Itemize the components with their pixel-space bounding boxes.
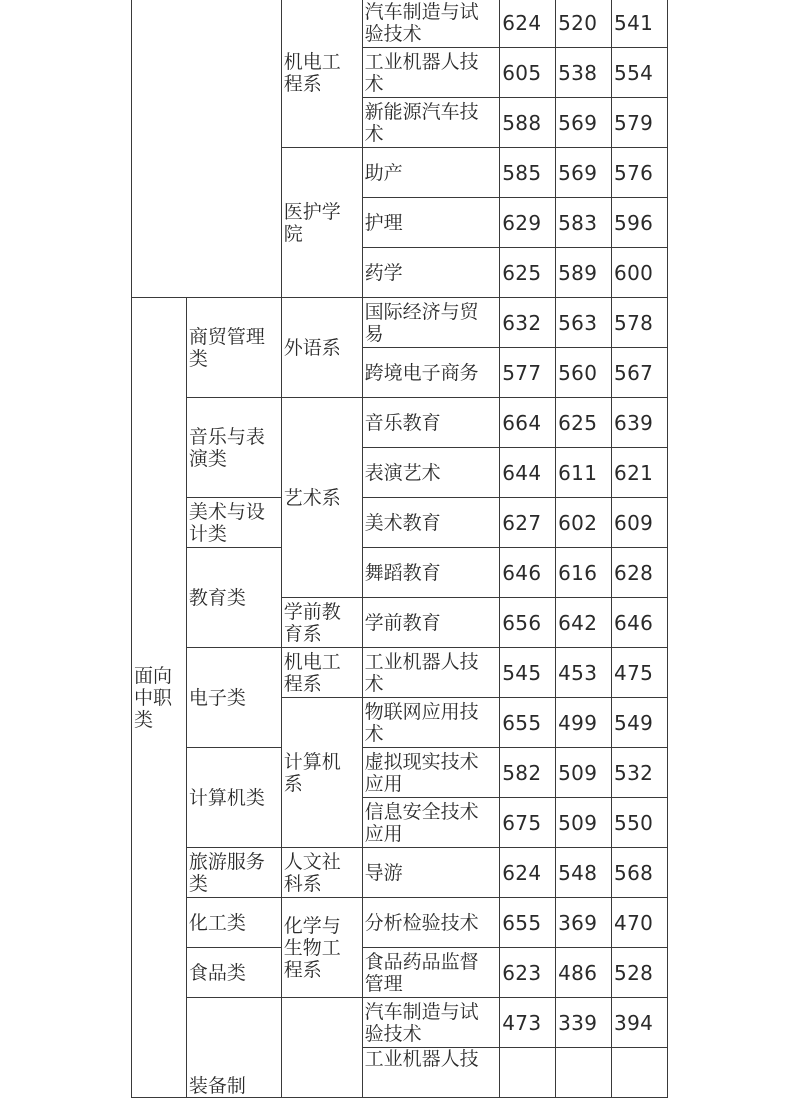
score-cell: 549: [612, 698, 668, 748]
score-cell: 568: [612, 848, 668, 898]
table-row: [132, 748, 668, 798]
major-cell: 药学: [362, 248, 500, 298]
score-cell: 576: [612, 148, 668, 198]
score-cell: 554: [612, 48, 668, 98]
department-cell: 机电工程系: [281, 648, 362, 698]
category-cell: 旅游服务类: [186, 848, 281, 898]
score-cell: 486: [556, 948, 612, 998]
score-cell: 629: [500, 198, 556, 248]
score-cell: 569: [556, 98, 612, 148]
major-cell: 物联网应用技术: [362, 698, 500, 748]
department-cell: 医护学院: [281, 148, 362, 298]
score-cell: 664: [500, 398, 556, 448]
major-cell: 工业机器人技术: [362, 48, 500, 98]
major-cell: 工业机器人技术: [362, 648, 500, 698]
score-cell: 655: [500, 698, 556, 748]
score-cell: 545: [500, 648, 556, 698]
score-cell: 579: [612, 98, 668, 148]
score-cell: 520: [556, 0, 612, 48]
category-cell: 计算机类: [186, 748, 281, 848]
score-cell: 628: [612, 548, 668, 598]
department-cell: 外语系: [281, 298, 362, 398]
score-cell: 509: [556, 798, 612, 848]
department-cell: 计算机系: [281, 698, 362, 848]
score-cell: 560: [556, 348, 612, 398]
score-cell: 625: [556, 398, 612, 448]
score-cell: 589: [556, 248, 612, 298]
score-cell: 577: [500, 348, 556, 398]
category-cell: 化工类: [186, 898, 281, 948]
score-cell: 639: [612, 398, 668, 448]
score-cell: 528: [612, 948, 668, 998]
score-cell: 627: [500, 498, 556, 548]
score-cell: 642: [556, 598, 612, 648]
score-cell: 563: [556, 298, 612, 348]
department-cell: 机电工程系: [281, 0, 362, 148]
category-cell: 教育类: [186, 548, 281, 648]
score-cell: 656: [500, 598, 556, 648]
department-cell: 化学与生物工程系: [281, 898, 362, 998]
major-cell: 美术教育: [362, 498, 500, 548]
score-cell: 623: [500, 948, 556, 998]
table-row: [132, 648, 668, 698]
score-cell: 470: [612, 898, 668, 948]
admission-score-table: [131, 0, 668, 1098]
category-cell: 电子类: [186, 648, 281, 748]
admission-score-table-view: [131, 0, 668, 1097]
major-cell: 汽车制造与试验技术: [362, 0, 500, 48]
major-cell: 护理: [362, 198, 500, 248]
category-cell: 商贸管理类: [186, 298, 281, 398]
score-cell: 646: [612, 598, 668, 648]
score-cell: 625: [500, 248, 556, 298]
score-cell: 582: [500, 748, 556, 798]
score-cell: 596: [612, 198, 668, 248]
score-cell: 550: [612, 798, 668, 848]
score-cell: 541: [612, 0, 668, 48]
score-cell: 509: [556, 748, 612, 798]
score-cell: 605: [500, 48, 556, 98]
score-cell: 548: [556, 848, 612, 898]
major-cell: 汽车制造与试验技术: [362, 998, 500, 1048]
category-cell: 装备制: [186, 998, 281, 1098]
score-cell: [556, 1048, 612, 1098]
score-cell: 394: [612, 998, 668, 1048]
major-cell: 分析检验技术: [362, 898, 500, 948]
score-cell: 621: [612, 448, 668, 498]
major-cell: 助产: [362, 148, 500, 198]
score-cell: 675: [500, 798, 556, 848]
score-cell: 624: [500, 848, 556, 898]
table-row: [132, 498, 668, 548]
score-cell: 646: [500, 548, 556, 598]
score-cell: 538: [556, 48, 612, 98]
score-cell: 632: [500, 298, 556, 348]
score-cell: 578: [612, 298, 668, 348]
score-cell: 611: [556, 448, 612, 498]
table-row: [132, 848, 668, 898]
score-cell: [500, 1048, 556, 1098]
category-cell: 美术与设计类: [186, 498, 281, 548]
major-cell: 跨境电子商务: [362, 348, 500, 398]
major-cell: 信息安全技术应用: [362, 798, 500, 848]
blank-category-cell: [132, 0, 282, 298]
major-cell: 食品药品监督管理: [362, 948, 500, 998]
department-cell: 人文社科系: [281, 848, 362, 898]
score-cell: 655: [500, 898, 556, 948]
score-cell: 532: [612, 748, 668, 798]
table-row: [132, 298, 668, 348]
department-cell: 艺术系: [281, 398, 362, 598]
score-cell: 473: [500, 998, 556, 1048]
table-row: [132, 898, 668, 948]
score-cell: 600: [612, 248, 668, 298]
score-cell: 339: [556, 998, 612, 1048]
score-cell: 602: [556, 498, 612, 548]
table-row: [132, 948, 668, 998]
major-cell: 表演艺术: [362, 448, 500, 498]
department-cell: 学前教育系: [281, 598, 362, 648]
department-cell: [281, 998, 362, 1098]
major-cell: 国际经济与贸易: [362, 298, 500, 348]
major-cell: 音乐教育: [362, 398, 500, 448]
category-cell: 食品类: [186, 948, 281, 998]
table-row: [132, 0, 668, 48]
major-cell: 舞蹈教育: [362, 548, 500, 598]
table-row: [132, 998, 668, 1048]
score-cell: 585: [500, 148, 556, 198]
score-cell: 588: [500, 98, 556, 148]
major-cell: 导游: [362, 848, 500, 898]
score-cell: 475: [612, 648, 668, 698]
score-cell: 499: [556, 698, 612, 748]
major-cell: 学前教育: [362, 598, 500, 648]
score-cell: 609: [612, 498, 668, 548]
major-cell: 虚拟现实技术应用: [362, 748, 500, 798]
score-cell: 624: [500, 0, 556, 48]
score-cell: [612, 1048, 668, 1098]
major-cell: 新能源汽车技术: [362, 98, 500, 148]
score-cell: 369: [556, 898, 612, 948]
section-cell: 面向中职类: [132, 298, 187, 1098]
category-cell: 音乐与表演类: [186, 398, 281, 498]
score-cell: 567: [612, 348, 668, 398]
score-cell: 616: [556, 548, 612, 598]
score-cell: 583: [556, 198, 612, 248]
score-cell: 569: [556, 148, 612, 198]
table-row: [132, 398, 668, 448]
major-cell: 工业机器人技: [362, 1048, 500, 1098]
score-cell: 453: [556, 648, 612, 698]
score-cell: 644: [500, 448, 556, 498]
table-row: [132, 548, 668, 598]
